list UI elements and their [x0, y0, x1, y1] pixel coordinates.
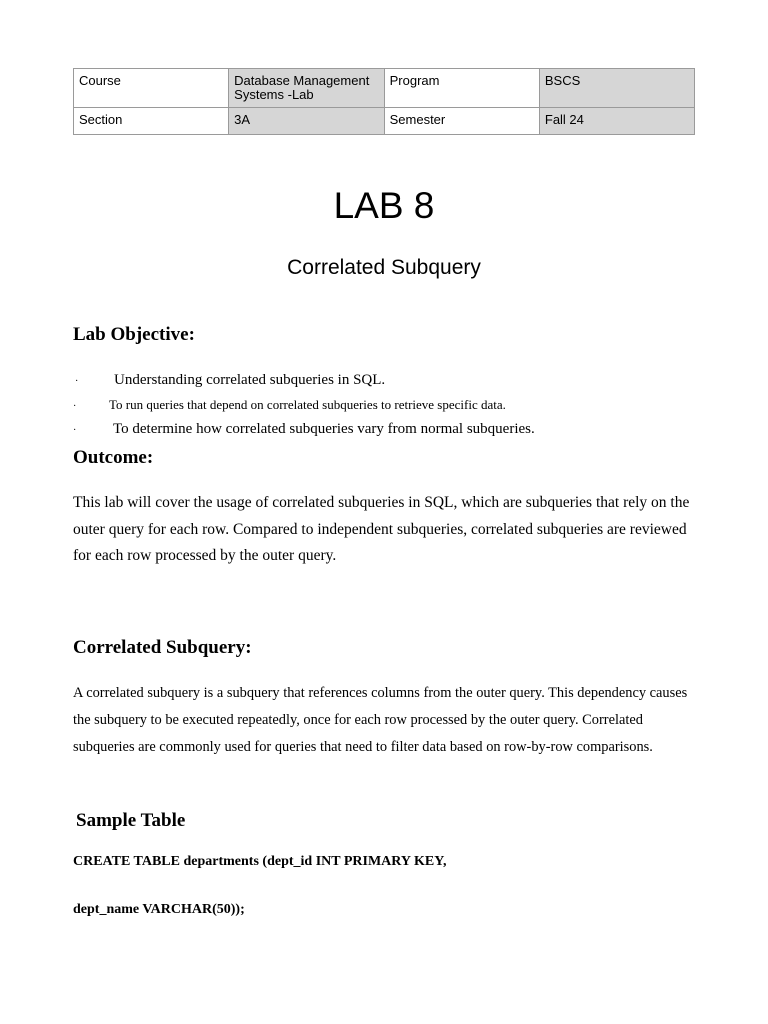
page-title: LAB 8: [333, 185, 435, 226]
list-item-text: To run queries that depend on correlated subqueries to retrieve specific data.: [109, 397, 506, 412]
list-item-text: To determine how correlated subqueries vary from normal subqueries.: [113, 421, 535, 437]
bullet-icon: ·: [73, 425, 77, 436]
list-item: [73, 397, 506, 415]
table-cell-section-label: Section: [74, 108, 229, 135]
code-line: dept_name VARCHAR(50));: [73, 902, 245, 917]
table-cell-course-label: Course: [74, 69, 229, 108]
table-cell-semester-value: Fall 24: [539, 108, 694, 135]
table-cell-course-value: Database Management Systems -Lab: [229, 69, 384, 108]
table-row: [74, 69, 695, 108]
course-info-table: [73, 68, 695, 135]
outcome-paragraph: This lab will cover the usage of correlated subqueries in SQL, which are subqueries that rely on the outer query for each row. Compared to independent subqueries, correlated subqueries are reviewed for each row processed by the outer query.: [73, 494, 690, 564]
table-cell-program-value: BSCS: [539, 69, 694, 108]
correlated-subquery-paragraph: A correlated subquery is a subquery that references columns from the outer query. This dependency causes the subquery to be executed repeatedly, once for each row processed by the outer query. Correlated subqueries are commonly used for queries that need to filter data based on row-by-row comparisons.: [73, 685, 688, 755]
table-cell-program-label: Program: [384, 69, 539, 108]
correlated-subquery-heading: Correlated Subquery:: [73, 637, 252, 658]
code-line: CREATE TABLE departments (dept_id INT PRIMARY KEY,: [73, 854, 447, 869]
list-item: [73, 420, 535, 440]
page-subtitle: Correlated Subquery: [287, 256, 481, 279]
table-row: [74, 108, 695, 135]
objective-heading: Lab Objective:: [73, 324, 195, 345]
list-item: [75, 371, 385, 391]
outcome-heading: Outcome:: [73, 447, 154, 468]
sample-table-heading: Sample Table: [76, 810, 186, 831]
bullet-icon: ·: [75, 376, 79, 387]
table-cell-semester-label: Semester: [384, 108, 539, 135]
bullet-icon: ·: [73, 401, 77, 412]
list-item-text: Understanding correlated subqueries in SQL.: [114, 372, 386, 388]
table-cell-section-value: 3A: [229, 108, 384, 135]
